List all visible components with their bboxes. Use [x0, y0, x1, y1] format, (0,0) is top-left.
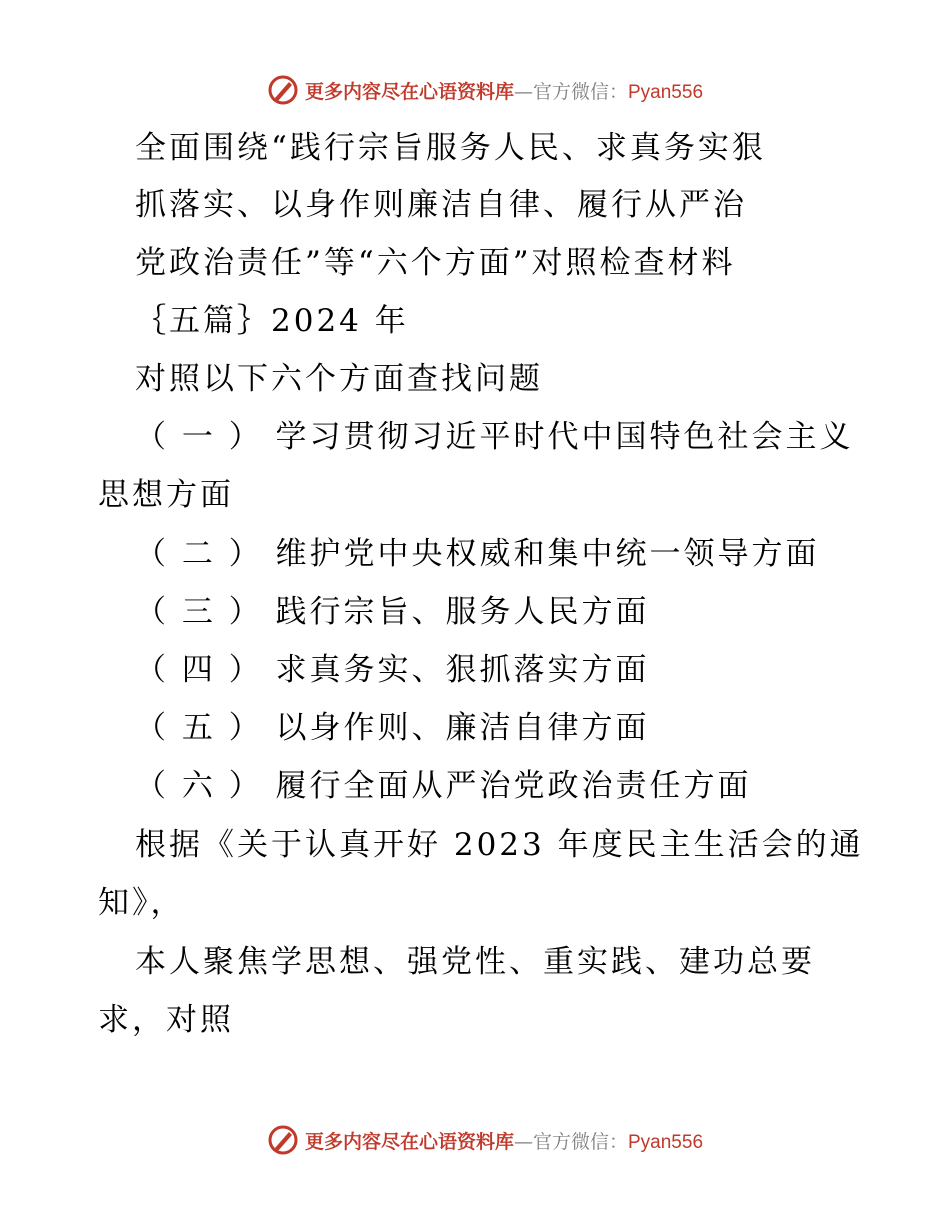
- watermark-text: [305, 1127, 703, 1154]
- watermark-slogan: 更多内容尽在心语资料库: [304, 1130, 514, 1153]
- paragraph-1-line-2: 知》，: [98, 885, 185, 921]
- title-line-3: 党政治责任”等“六个方面”对照检查材料: [135, 245, 736, 281]
- item-1-line-2: 思想方面: [98, 477, 234, 513]
- watermark-slogan: 更多内容尽在心语资料库: [304, 80, 514, 103]
- title-line-2: 抓落实、以身作则廉洁自律、履行从严治: [135, 187, 747, 223]
- paragraph-2-line-1: 本人聚焦学思想、强党性、重实践、建功总要: [135, 944, 815, 980]
- item-4: （ 四 ） 求真务实、狠抓落实方面: [135, 652, 650, 688]
- watermark-account: Pyan556: [628, 1131, 704, 1153]
- watermark-text: [305, 77, 703, 104]
- watermark-dash: —: [513, 80, 533, 103]
- watermark-account: Pyan556: [628, 81, 704, 103]
- item-1-line-1: （ 一 ） 学习贯彻习近平时代中国特色社会主义: [135, 419, 854, 455]
- paragraph-2-line-2: 求，对照: [98, 1002, 234, 1038]
- item-3: （ 三 ） 践行宗旨、服务人民方面: [135, 594, 650, 630]
- item-2: （ 二 ） 维护党中央权威和集中统一领导方面: [135, 536, 820, 572]
- watermark-dash: —: [513, 1130, 533, 1153]
- title-line-1: 全面围绕“践行宗旨服务人民、求真务实狠: [135, 130, 766, 166]
- pen-logo-icon: [267, 74, 299, 106]
- watermark-wechat-label: 官方微信：: [532, 1130, 628, 1153]
- paragraph-1-line-1: 根据《关于认真开好 2023 年度民主生活会的通: [135, 827, 864, 863]
- item-5: （ 五 ） 以身作则、廉洁自律方面: [135, 710, 650, 746]
- watermark-wechat-label: 官方微信：: [532, 80, 628, 103]
- pen-logo-icon: [267, 1124, 299, 1156]
- watermark-header: [0, 70, 950, 110]
- watermark-footer: [0, 1120, 950, 1160]
- title-line-4: ｛五篇｝2024 年: [135, 303, 409, 339]
- intro-line: 对照以下六个方面查找问题: [135, 361, 543, 397]
- item-6: （ 六 ） 履行全面从严治党政治责任方面: [135, 768, 752, 804]
